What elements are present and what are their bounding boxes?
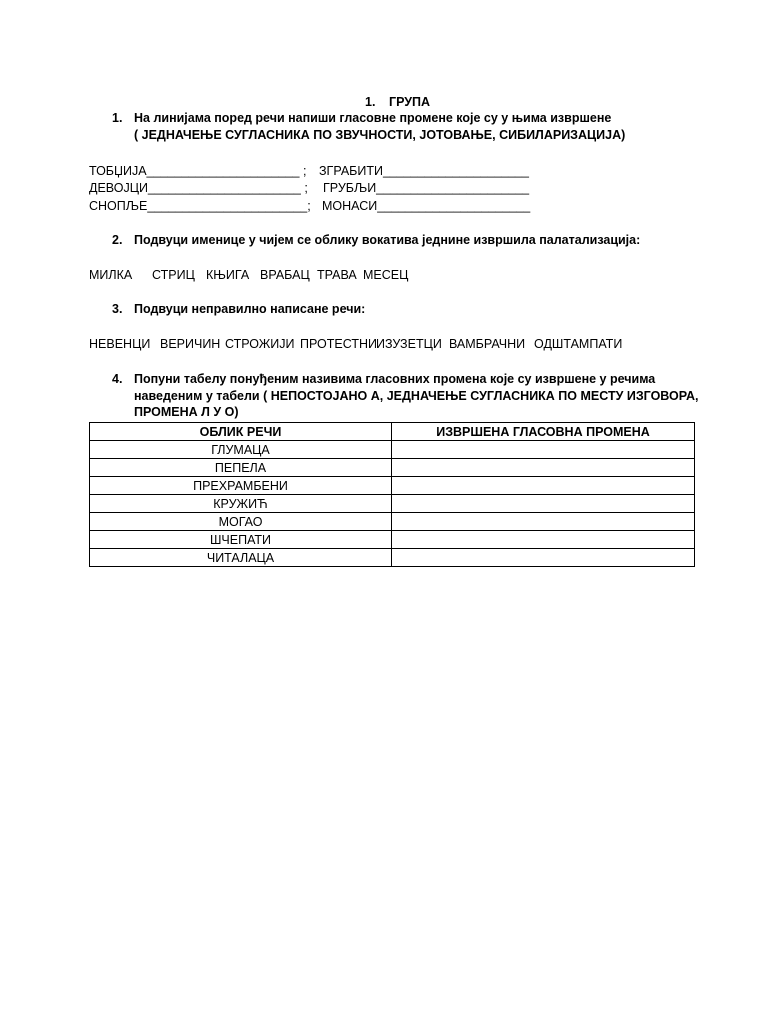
question-1-line-1 bbox=[112, 110, 611, 126]
table-cell-answer[interactable] bbox=[392, 513, 695, 531]
table-cell-answer[interactable] bbox=[392, 441, 695, 459]
table-cell-answer[interactable] bbox=[392, 549, 695, 567]
q1-word-left-2: ДЕВОЈЦИ______________________ ; bbox=[89, 181, 308, 195]
q3-word: СТРОЖИЈИ bbox=[225, 337, 295, 351]
table-row bbox=[90, 495, 695, 513]
question-2 bbox=[112, 232, 640, 248]
table-header-word-form: ОБЛИК РЕЧИ bbox=[90, 423, 392, 441]
question-1-text: На линијама поред речи напиши гласовне промене које су у њима извршене bbox=[134, 111, 612, 125]
table-row bbox=[90, 441, 695, 459]
q1-word-right-3: МОНАСИ______________________ bbox=[322, 199, 531, 213]
q2-word: СТРИЦ bbox=[152, 268, 195, 282]
question-1-number: 1. bbox=[112, 111, 123, 125]
q3-word: ВАМБРАЧНИ bbox=[449, 337, 526, 351]
table-header-sound-change: ИЗВРШЕНА ГЛАСОВНА ПРОМЕНА bbox=[392, 423, 695, 441]
question-3 bbox=[112, 301, 365, 317]
table-cell-word: МОГАО bbox=[90, 513, 392, 531]
question-4-line-3: ПРОМЕНА Л У О) bbox=[134, 405, 239, 419]
q3-word: НЕВЕНЦИ bbox=[89, 337, 151, 351]
question-4-text: Попуни табелу понуђеним називима гласовних промена које су извршене у речима bbox=[134, 372, 656, 386]
table-cell-answer[interactable] bbox=[392, 531, 695, 549]
sound-change-table bbox=[89, 422, 695, 567]
table-cell-answer[interactable] bbox=[392, 495, 695, 513]
q2-word: МИЛКА bbox=[89, 268, 133, 282]
table-row bbox=[90, 459, 695, 477]
table-cell-word: ГЛУМАЦА bbox=[90, 441, 392, 459]
q3-word: ИЗУЗЕТЦИ bbox=[376, 337, 442, 351]
question-4-line-1 bbox=[112, 371, 655, 387]
table-row bbox=[90, 549, 695, 567]
group-title bbox=[365, 94, 430, 110]
q1-word-right-1: ЗГРАБИТИ_____________________ bbox=[319, 164, 529, 178]
group-number: 1. bbox=[365, 95, 376, 109]
q1-word-left-3: СНОПЉЕ_______________________; bbox=[89, 199, 311, 213]
table-cell-word: ПРЕХРАМБЕНИ bbox=[90, 477, 392, 495]
q3-word: ОДШТАМПАТИ bbox=[534, 337, 623, 351]
table-cell-answer[interactable] bbox=[392, 477, 695, 495]
q2-word: МЕСЕЦ bbox=[363, 268, 409, 282]
q1-word-left-1: ТОБЏИЈА______________________ ; bbox=[89, 164, 307, 178]
q3-word: ВЕРИЧИН bbox=[160, 337, 221, 351]
table-cell-word: ЧИТАЛАЦА bbox=[90, 549, 392, 567]
table-cell-answer[interactable] bbox=[392, 459, 695, 477]
q2-word: ТРАВА bbox=[317, 268, 357, 282]
q2-word: КЊИГА bbox=[206, 268, 250, 282]
table-row bbox=[90, 531, 695, 549]
table-cell-word: ПЕПЕЛА bbox=[90, 459, 392, 477]
q3-word: ПРОТЕСТНИ bbox=[300, 337, 378, 351]
question-3-text: Подвуци неправилно написане речи: bbox=[134, 302, 366, 316]
question-4-line-2: наведеним у табели ( НЕПОСТОЈАНО А, ЈЕДНАЧЕЊЕ СУГЛАСНИКА ПО МЕСТУ ИЗГОВОРА, bbox=[134, 389, 699, 403]
table-row bbox=[90, 477, 695, 495]
table-cell-word: ШЧЕПАТИ bbox=[90, 531, 392, 549]
question-4-number: 4. bbox=[112, 372, 123, 386]
question-2-text: Подвуци именице у чијем се облику вокатива једнине извршила палатализација: bbox=[134, 233, 641, 247]
table-row bbox=[90, 513, 695, 531]
q1-word-right-2: ГРУБЉИ______________________ bbox=[323, 181, 530, 195]
question-2-number: 2. bbox=[112, 233, 123, 247]
question-1-line-2: ( ЈЕДНАЧЕЊЕ СУГЛАСНИКА ПО ЗВУЧНОСТИ, ЈОТОВАЊЕ, СИБИЛАРИЗАЦИЈА) bbox=[134, 128, 626, 142]
group-label: ГРУПА bbox=[389, 95, 431, 109]
table-header-row bbox=[90, 423, 695, 441]
table-cell-word: КРУЖИЋ bbox=[90, 495, 392, 513]
question-3-number: 3. bbox=[112, 302, 123, 316]
q2-word: ВРАБАЦ bbox=[260, 268, 310, 282]
